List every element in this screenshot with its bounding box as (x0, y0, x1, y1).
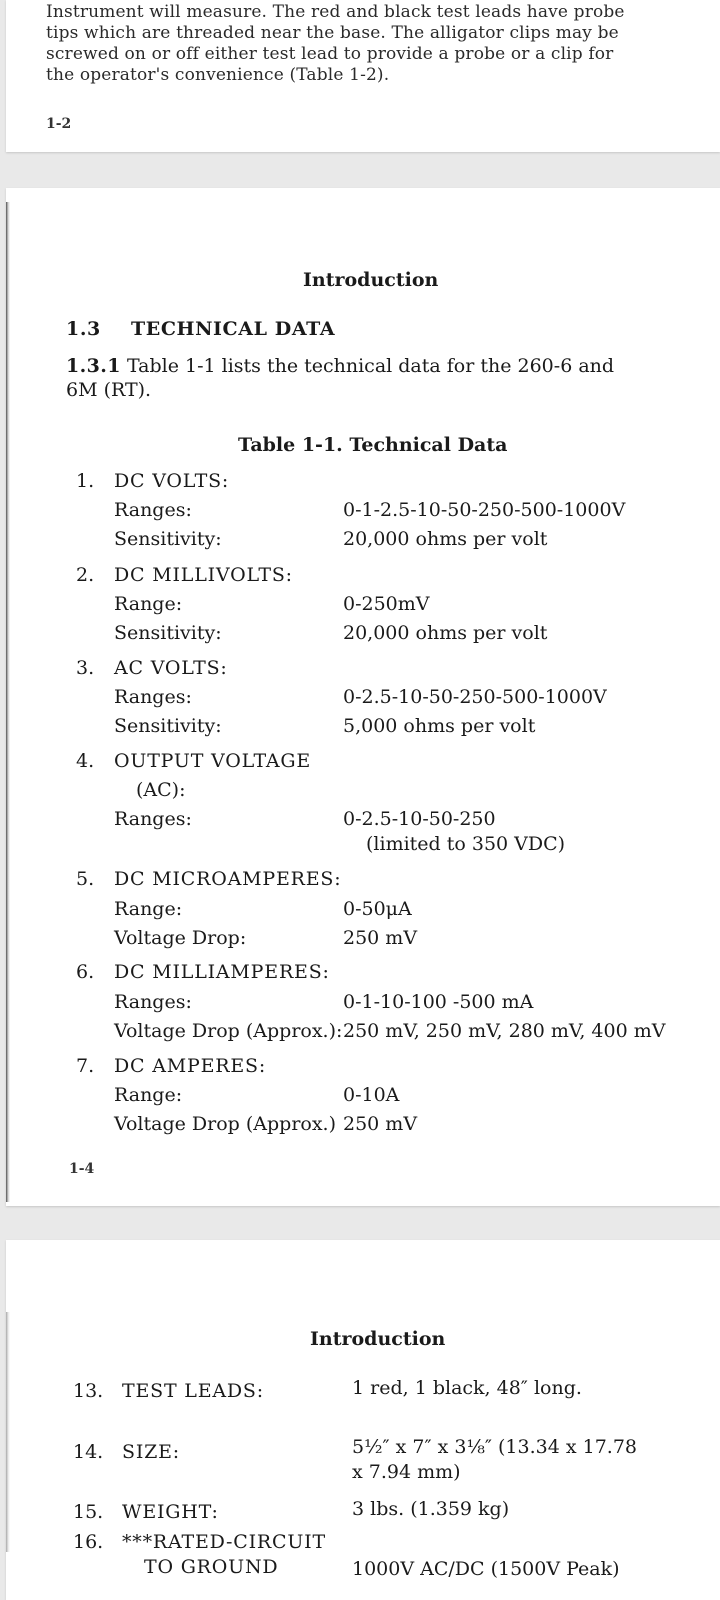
row-value: 0-1-10-100 -500 mA (343, 991, 534, 1013)
row-value: 0-1-2.5-10-50-250-500-1000V (343, 499, 626, 521)
running-head: Introduction (310, 1328, 446, 1350)
row-label: Range: (114, 898, 183, 920)
row-label: Ranges: (114, 808, 192, 830)
item-heading-line-2: (AC): (136, 779, 186, 801)
item-number: 4. (76, 750, 95, 772)
row-label: Ranges: (114, 991, 192, 1013)
document-page-1-5 (6, 1240, 720, 1600)
section-number: 1.3 (66, 318, 101, 340)
row-value: 0-2.5-10-50-250-500-1000V (343, 686, 607, 708)
item-label: WEIGHT: (122, 1501, 219, 1523)
row-label: Range: (114, 593, 183, 615)
scan-edge-shadow (6, 202, 10, 1202)
scan-edge-shadow (6, 1312, 10, 1552)
row-value: 250 mV (343, 1113, 418, 1135)
row-value: 20,000 ohms per volt (343, 622, 548, 644)
document-page-1-4 (6, 188, 720, 1206)
row-value: 0-10A (343, 1084, 400, 1106)
row-value: 250 mV (343, 927, 418, 949)
item-heading: AC VOLTS: (114, 657, 228, 679)
item-heading: DC MICROAMPERES: (114, 868, 342, 890)
item-number: 2. (76, 564, 95, 586)
row-value-line-2: (limited to 350 VDC) (366, 833, 566, 855)
item-value: 3 lbs. (1.359 kg) (352, 1498, 510, 1520)
row-value: 250 mV, 250 mV, 280 mV, 400 mV (343, 1020, 666, 1042)
item-number: 6. (76, 961, 95, 983)
item-value: 1000V AC/DC (1500V Peak) (352, 1558, 620, 1580)
item-label: SIZE: (122, 1441, 180, 1463)
row-label: Sensitivity: (114, 528, 222, 550)
item-value-line-2: x 7.94 mm) (352, 1461, 461, 1483)
running-head: Introduction (303, 269, 439, 291)
item-number: 16. (73, 1531, 104, 1553)
item-value: 1 red, 1 black, 48″ long. (352, 1377, 582, 1399)
paragraph-line-2: 6M (RT). (66, 379, 152, 401)
row-value: 0-2.5-10-50-250 (343, 808, 496, 830)
paragraph-line-1: Table 1-1 lists the technical data for the 260-6 and (126, 355, 615, 377)
row-label: Sensitivity: (114, 622, 222, 644)
item-heading: DC VOLTS: (114, 470, 230, 492)
page-number: 1-4 (69, 1161, 95, 1177)
item-number: 7. (76, 1055, 95, 1077)
item-number: 15. (73, 1501, 104, 1523)
paragraph-number: 1.3.1 (66, 355, 121, 377)
item-label-line-2: TO GROUND (144, 1556, 279, 1578)
row-label: Range: (114, 1084, 183, 1106)
document-page-1-2 (6, 0, 720, 152)
row-label: Ranges: (114, 686, 192, 708)
item-heading: OUTPUT VOLTAGE (114, 750, 312, 772)
row-label: Sensitivity: (114, 715, 222, 737)
item-number: 14. (73, 1441, 104, 1463)
item-number: 3. (76, 657, 95, 679)
item-heading: DC MILLIAMPERES: (114, 961, 330, 983)
row-value: 0-50μA (343, 898, 412, 920)
row-label: Ranges: (114, 499, 192, 521)
item-number: 5. (76, 868, 95, 890)
item-label: ***RATED-CIRCUIT (122, 1531, 326, 1553)
row-label: Voltage Drop (Approx.) (114, 1113, 337, 1135)
row-label: Voltage Drop: (114, 927, 247, 949)
paragraph-1-3-1 (66, 355, 666, 378)
item-heading: DC MILLIVOLTS: (114, 564, 293, 586)
item-number: 13. (73, 1380, 104, 1402)
row-label: Voltage Drop (Approx.): (114, 1020, 343, 1042)
section-title: TECHNICAL DATA (131, 318, 336, 340)
page-number: 1-2 (46, 116, 72, 132)
row-value: 20,000 ohms per volt (343, 528, 548, 550)
item-value: 5½″ x 7″ x 3⅛″ (13.34 x 17.78 (352, 1436, 638, 1458)
item-label: TEST LEADS: (122, 1380, 264, 1402)
row-value: 5,000 ohms per volt (343, 715, 536, 737)
test-leads-paragraph: Instrument will measure. The red and black test leads have probe tips which are threaded near the base. The alligator clips may be screwed on or off either test lead to provide a probe or a clip for the operator's convenience (Table 1-2). (46, 2, 625, 85)
item-heading: DC AMPERES: (114, 1055, 267, 1077)
item-number: 1. (76, 470, 95, 492)
table-title: Table 1-1. Technical Data (238, 434, 508, 456)
row-value: 0-250mV (343, 593, 430, 615)
